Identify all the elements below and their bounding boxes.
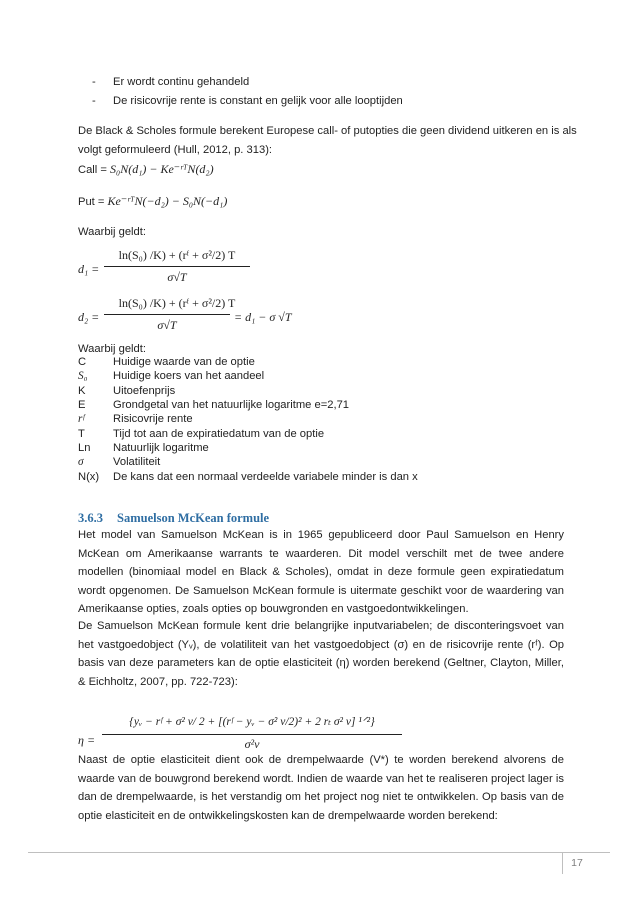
definition-symbol: σ — [78, 456, 84, 468]
waarbij-label: Waarbij geldt: — [78, 343, 146, 355]
definition-text: Uitoefenprijs — [113, 385, 176, 397]
section-heading — [78, 511, 269, 526]
paragraph: De Samuelson McKean formule kent drie belangrijke inputvariabelen; de disconteringsvoet van het vastgoedobject (Yᵥ), de volatiliteit van het vastgoedobject (σ) en de risicovrije rente (rᶠ). Op basis van deze parameters kan de optie elasticiteit (η) worden berekend (Geltner, Clayton, Miller, & Eichholtz, 2007, pp. 722-723): — [78, 620, 564, 688]
eta-lhs: η = — [78, 733, 96, 747]
definition-symbol: N(x) — [78, 471, 100, 483]
paragraph: Naast de optie elasticiteit dient ook de drempelwaarde (V*) te worden berekend alvorens de waarde van de bouwgrond berekend wordt. Indien de waarde van het te realiseren project lager is dan de drempelwaarde, is het verstandig om het project nog niet te ontwikkelen. Op basis van de optie elasticiteit en de ontwikkelingskosten kan de drempelwaarde worden berekend: — [78, 754, 564, 822]
bullet-dash: - — [92, 95, 96, 107]
paragraph: Het model van Samuelson McKean is in 1965 gepubliceerd door Paul Samuelson en Henry McKean om Amerikaanse warrants te waarderen. Dit model verschilt met de twee andere modellen (binomiaal model en Black & Scholes), omdat in deze formule geen expiratiedatum wordt opgenomen. De Samuelson McKean formule is uitermate geschikt voor de waardering van Amerikaanse opties, zoals opties op bouwgronden en vastgoedontwikkelingen. — [78, 529, 564, 615]
put-formula — [78, 194, 227, 209]
d1-denominator: σ√T — [167, 270, 187, 284]
intro-line: De Black & Scholes formule berekent Europese call- of putopties die geen dividend uitkeren en is als — [78, 125, 577, 137]
footer-rule — [28, 852, 610, 853]
section-title: Samuelson McKean formule — [117, 511, 270, 525]
definition-text: Tijd tot aan de expiratiedatum van de optie — [113, 428, 325, 440]
d2-numerator: ln(S₀) /K) + (rᶠ + σ²/2) T — [118, 296, 236, 310]
intro-line: volgt geformuleerd (Hull, 2012, p. 313): — [78, 144, 273, 156]
bullet-dash: - — [92, 76, 96, 88]
put-label: Put = — [78, 196, 108, 208]
definition-text: Natuurlijk logaritme — [113, 442, 209, 454]
d2-lhs: d₂ = — [78, 310, 100, 324]
eta-numerator: {yᵥ − rᶠ + σ² v/ 2 + [(rᶠ − yᵥ − σ² v/2)² + 2 rₜ σ² v] ¹ᐟ²} — [129, 716, 375, 728]
definition-symbol: T — [78, 428, 85, 440]
bullet-item: De risicovrije rente is constant en gelijk voor alle looptijden — [113, 95, 403, 107]
eta-denominator: σ²v — [244, 737, 260, 751]
waarbij-label: Waarbij geldt: — [78, 226, 146, 238]
definition-text: Volatiliteit — [113, 456, 161, 468]
put-expression: Ke⁻ʳᵀN(−d₂) − S₀N(−d₁) — [107, 194, 228, 208]
definition-text: Risicovrije rente — [113, 413, 193, 425]
call-expression: S₀N(d₁) − Ke⁻ʳᵀN(d₂) — [110, 162, 214, 176]
definition-symbol: rᶠ — [78, 413, 85, 425]
d2-denominator: σ√T — [157, 318, 177, 332]
section-number: 3.6.3 — [78, 511, 103, 525]
definition-symbol: E — [78, 399, 86, 411]
d1-lhs: d₁ = — [78, 262, 100, 276]
definition-symbol: C — [78, 356, 87, 368]
definition-symbol: K — [78, 385, 86, 397]
d1-numerator: ln(S₀) /K) + (rᶠ + σ²/2) T — [118, 248, 236, 262]
d2-rhs: = d₁ − σ √T — [234, 310, 292, 324]
page-number: 17 — [571, 857, 583, 869]
definition-text: Huidige koers van het aandeel — [113, 370, 265, 382]
d2-fraction-line — [104, 314, 230, 315]
definition-symbol: Ln — [78, 442, 91, 454]
d1-fraction-line — [104, 266, 250, 267]
definition-text: Grondgetal van het natuurlijke logaritme e=2,71 — [113, 399, 350, 411]
definition-text: Huidige waarde van de optie — [113, 356, 255, 368]
call-formula — [78, 162, 214, 177]
definition-symbol: S₀ — [78, 370, 88, 382]
eta-fraction-line — [102, 734, 402, 735]
bullet-item: Er wordt continu gehandeld — [113, 76, 250, 88]
call-label: Call = — [78, 164, 111, 176]
definition-text: De kans dat een normaal verdeelde variabele minder is dan x — [113, 471, 418, 483]
